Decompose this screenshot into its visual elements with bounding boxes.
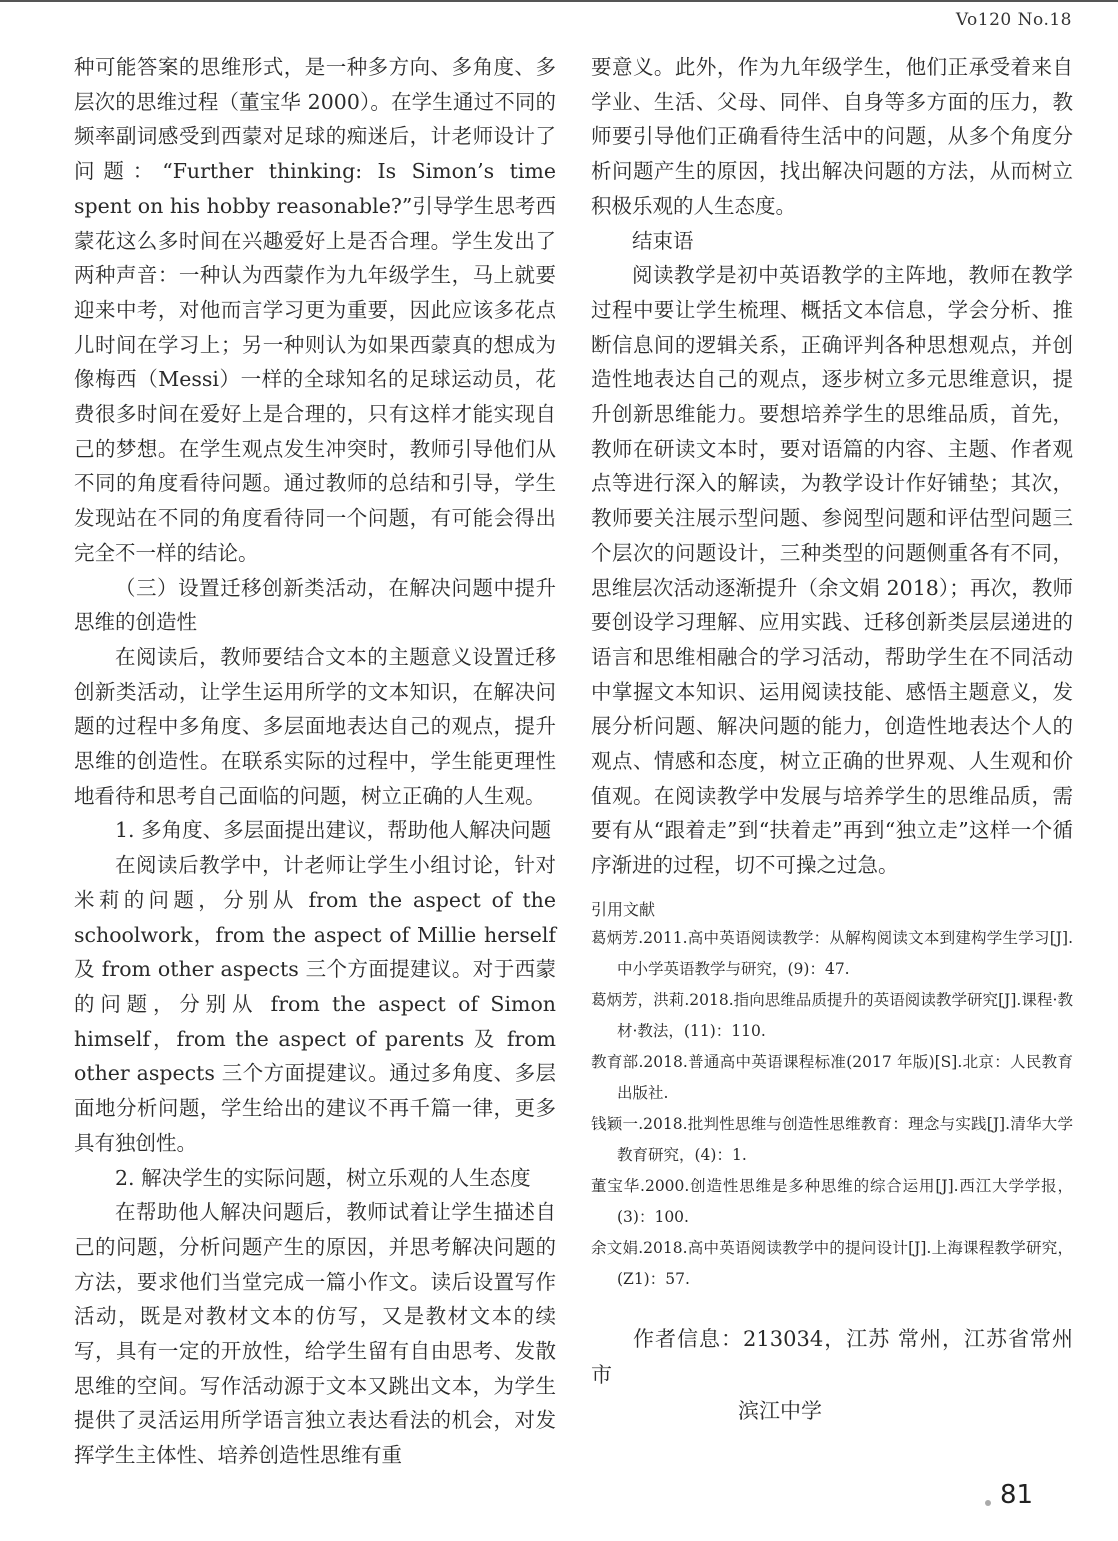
- top-rule: [0, 0, 1118, 2]
- page-dot: [985, 1500, 991, 1506]
- reference-item: 董宝华.2000.创造性思维是多种思维的综合运用[J].西江大学学报，(3)：100.: [591, 1176, 1073, 1226]
- left-column: [74, 50, 556, 1473]
- reference-item: 钱颖一.2018.批判性思维与创造性思维教育：理念与实践[J].清华大学教育研究，(4)：1.: [591, 1114, 1073, 1164]
- reference-item: 葛炳芳，洪莉.2018.指向思维品质提升的英语阅读教学研究[J].课程·教材·教法，(11)：110.: [591, 990, 1073, 1040]
- right-column: [591, 50, 1073, 1429]
- page-number: 81: [1000, 1480, 1034, 1510]
- section-heading: （三）设置迁移创新类活动，在解决问题中提升思维的创造性: [74, 575, 556, 635]
- issue-header: Vo120 No.18: [955, 10, 1072, 30]
- author-info: 作者信息：213034，江苏 常州，江苏省常州市: [591, 1326, 1073, 1387]
- body-paragraph: 种可能答案的思维形式，是一种多方向、多角度、多层次的思维过程（董宝华 2000）。在学生通过不同的频率副词感受到西蒙对足球的痴迷后，计老师设计了问题：“Further thinking: Is Simon’s time spent on his hobby reasonable?”引导学生思考西蒙花这么多时间在兴趣爱好上是否合理。学生发出了两种声音：一种认为西蒙作为九年级学生，马上就要迎来中考，对他而言学习更为重要，因此应该多花点儿时间在学习上；另一种则认为如果西蒙真的想成为像梅西（Messi）一样的全球知名的足球运动员，花费很多时间在爱好上是合理的，只有这样才能实现自己的梦想。在学生观点发生冲突时，教师引导他们从不同的角度看待问题。通过教师的总结和引导，学生发现站在不同的角度看待同一个问题，有可能会得出完全不一样的结论。: [74, 55, 556, 565]
- body-paragraph: 在帮助他人解决问题后，教师试着让学生描述自己的问题，分析问题产生的原因，并思考解决问题的方法，要求他们当堂完成一篇小作文。读后设置写作活动，既是对教材文本的仿写，又是教材文本的续写，具有一定的开放性，给学生留有自由思考、发散思维的空间。写作活动源于文本又跳出文本，为学生提供了灵活运用所学语言独立表达看法的机会，对发挥学生主体性、培养创造性思维有重: [74, 1200, 556, 1468]
- reference-item: 余文娟.2018.高中英语阅读教学中的提问设计[J].上海课程教学研究，(Z1)：57.: [591, 1238, 1073, 1288]
- reference-item: 教育部.2018.普通高中英语课程标准(2017 年版)[S].北京：人民教育出版社.: [591, 1052, 1073, 1102]
- body-paragraph: 要意义。此外，作为九年级学生，他们正承受着来自学业、生活、父母、同伴、自身等多方面的压力，教师要引导他们正确看待生活中的问题，从多个角度分析问题产生的原因，找出解决问题的方法，从而树立积极乐观的人生态度。: [591, 55, 1073, 218]
- body-paragraph: 阅读教学是初中英语教学的主阵地，教师在教学过程中要让学生梳理、概括文本信息，学会分析、推断信息间的逻辑关系，正确评判各种思想观点，并创造性地表达自己的观点，逐步树立多元思维意识，提升创新思维能力。要想培养学生的思维品质，首先，教师在研读文本时，要对语篇的内容、主题、作者观点等进行深入的解读，为教学设计作好铺垫；其次，教师要关注展示型问题、参阅型问题和评估型问题三个层次的问题设计，三种类型的问题侧重各有不同，思维层次活动逐渐提升（余文娟 2018）；再次，教师要创设学习理解、应用实践、迁移创新类层层递进的语言和思维相融合的学习活动，帮助学生在不同活动中掌握文本知识、运用阅读技能、感悟主题意义，发展分析问题、解决问题的能力，创造性地表达个人的观点、情感和态度，树立正确的世界观、人生观和价值观。在阅读教学中发展与培养学生的思维品质，需要有从“跟着走”到“扶着走”再到“独立走”这样一个循序渐进的过程，切不可操之过急。: [591, 263, 1073, 878]
- author-info-school: 滨江中学: [738, 1398, 822, 1423]
- body-paragraph: 在阅读后教学中，计老师让学生小组讨论，针对米莉的问题，分别从 from the aspect of the schoolwork，from the aspect of Millie herself 及 from other aspects 三个方面提建议。对于西蒙的问题，分别从 from the aspect of Simon himself，from the aspect of parents 及 from other aspects 三个方面提建议。通过多角度、多层面地分析问题，学生给出的建议不再千篇一律，更多具有独创性。: [74, 853, 556, 1155]
- reference-item: 葛炳芳.2011.高中英语阅读教学：从解构阅读文本到建构学生学习[J].中小学英语教学与研究，(9)：47.: [591, 928, 1073, 978]
- body-paragraph: 在阅读后，教师要结合文本的主题意义设置迁移创新类活动，让学生运用所学的文本知识，在解决问题的过程中多角度、多层面地表达自己的观点，提升思维的创造性。在联系实际的过程中，学生能更理性地看待和思考自己面临的问题，树立正确的人生观。: [74, 644, 556, 808]
- conclusion-heading: 结束语: [632, 228, 694, 253]
- subsection-heading: 1. 多角度、多层面提出建议，帮助他人解决问题: [115, 818, 552, 843]
- references-title: 引用文献: [591, 899, 656, 919]
- subsection-heading: 2. 解决学生的实际问题，树立乐观的人生态度: [115, 1165, 531, 1190]
